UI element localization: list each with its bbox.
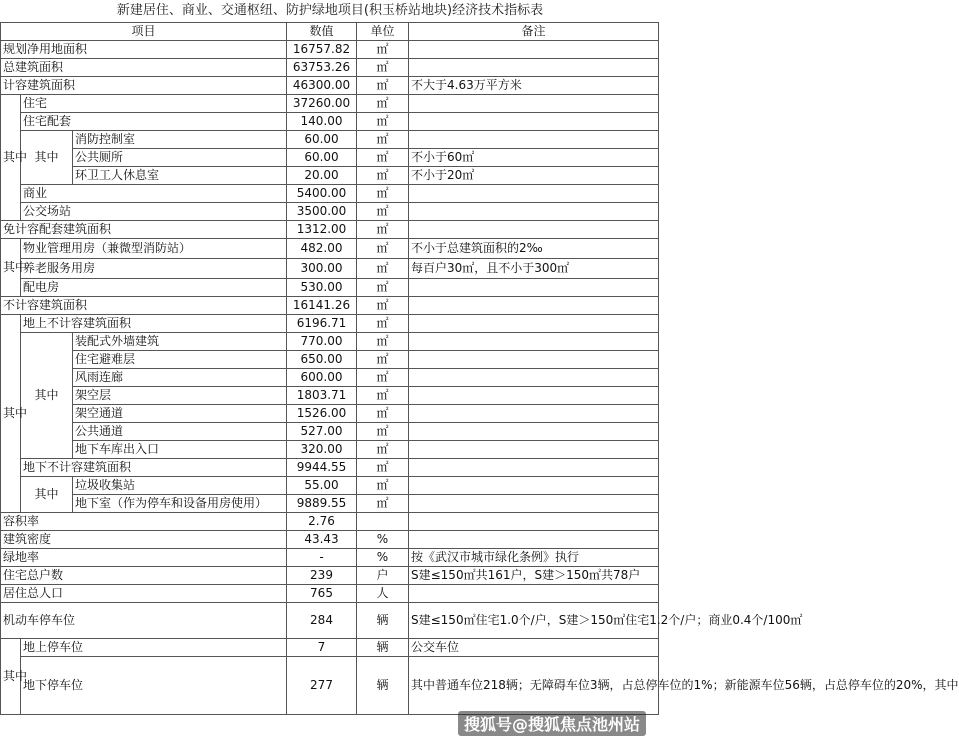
table-row	[1, 259, 659, 279]
table-row	[1, 185, 659, 203]
item-note	[409, 531, 659, 549]
item-name: 消防控制室	[73, 131, 287, 149]
item-note	[409, 351, 659, 369]
item-note	[409, 369, 659, 387]
item-name: 装配式外墙建筑	[73, 333, 287, 351]
item-note	[409, 95, 659, 113]
item-note: S建≤150㎡共161户，S建＞150㎡共78户	[409, 567, 659, 585]
item-unit: ㎡	[357, 259, 409, 279]
item-unit: %	[357, 549, 409, 567]
table-row	[1, 167, 659, 185]
watermark: 搜狐号@搜狐焦点池州站	[458, 711, 646, 736]
table-row	[1, 495, 659, 513]
item-note	[409, 221, 659, 239]
header-note: 备注	[409, 23, 659, 41]
item-note: 不小于60㎡	[409, 149, 659, 167]
item-unit: 辆	[357, 639, 409, 657]
item-value: 600.00	[287, 369, 357, 387]
item-value: 37260.00	[287, 95, 357, 113]
item-unit: ㎡	[357, 95, 409, 113]
item-value: 770.00	[287, 333, 357, 351]
item-name: 配电房	[21, 279, 287, 297]
table-row	[1, 239, 659, 259]
table-title: 新建居住、商业、交通枢纽、防护绿地项目(积玉桥站地块)经济技术指标表	[116, 3, 544, 18]
item-name: 垃圾收集站	[73, 477, 287, 495]
item-value: 1526.00	[287, 405, 357, 423]
item-value: 527.00	[287, 423, 357, 441]
item-note	[409, 513, 659, 531]
group-label: 其中	[1, 239, 21, 297]
table-row	[1, 351, 659, 369]
item-unit: ㎡	[357, 423, 409, 441]
item-value: 63753.26	[287, 59, 357, 77]
item-unit: ㎡	[357, 239, 409, 259]
item-name: 物业管理用房（兼微型消防站）	[21, 239, 287, 259]
item-name: 地下停车位	[21, 657, 287, 715]
item-value: 2.76	[287, 513, 357, 531]
item-name: 住宅避难层	[73, 351, 287, 369]
table-row	[1, 603, 659, 639]
item-note	[409, 333, 659, 351]
item-note	[409, 423, 659, 441]
item-name: 容积率	[1, 513, 287, 531]
item-unit: ㎡	[357, 369, 409, 387]
item-name: 住宅	[21, 95, 287, 113]
item-unit: 辆	[357, 603, 409, 639]
item-unit: ㎡	[357, 441, 409, 459]
table-row	[1, 77, 659, 95]
table-row	[1, 657, 659, 715]
item-name: 住宅配套	[21, 113, 287, 131]
indicator-table	[0, 22, 959, 715]
header-item: 项目	[1, 23, 287, 41]
table-row	[1, 333, 659, 351]
item-note	[409, 185, 659, 203]
item-value: 9889.55	[287, 495, 357, 513]
table-row	[1, 441, 659, 459]
table-row	[1, 279, 659, 297]
item-value: 16757.82	[287, 41, 357, 59]
table-row	[1, 477, 659, 495]
item-value: 1803.71	[287, 387, 357, 405]
item-value: 482.00	[287, 239, 357, 259]
item-unit: 户	[357, 567, 409, 585]
item-note	[409, 203, 659, 221]
item-unit: ㎡	[357, 495, 409, 513]
item-value: 5400.00	[287, 185, 357, 203]
item-note: 不小于20㎡	[409, 167, 659, 185]
item-value: 9944.55	[287, 459, 357, 477]
item-value: 43.43	[287, 531, 357, 549]
item-value: 20.00	[287, 167, 357, 185]
item-note	[409, 405, 659, 423]
table-row	[1, 585, 659, 603]
item-name: 架空层	[73, 387, 287, 405]
table-row	[1, 149, 659, 167]
group-label: 其中	[21, 333, 73, 459]
item-name: 公交场站	[21, 203, 287, 221]
item-note	[409, 477, 659, 495]
item-name: 公共厕所	[73, 149, 287, 167]
item-value: 7	[287, 639, 357, 657]
table-row	[1, 531, 659, 549]
table-row	[1, 549, 659, 567]
item-name: 地下不计容建筑面积	[21, 459, 287, 477]
item-name: 架空通道	[73, 405, 287, 423]
group-label: 其中	[21, 477, 73, 513]
item-unit: 人	[357, 585, 409, 603]
item-unit: ㎡	[357, 459, 409, 477]
item-note	[409, 585, 659, 603]
group-label: 其中	[1, 315, 21, 513]
header-value: 数值	[287, 23, 357, 41]
item-value: 765	[287, 585, 357, 603]
item-name: 机动车停车位	[1, 603, 287, 639]
item-name: 环卫工人休息室	[73, 167, 287, 185]
item-name: 免计容配套建筑面积	[1, 221, 287, 239]
item-note	[409, 59, 659, 77]
item-value: -	[287, 549, 357, 567]
item-note	[409, 315, 659, 333]
item-value: 55.00	[287, 477, 357, 495]
item-name: 计容建筑面积	[1, 77, 287, 95]
table-row	[1, 369, 659, 387]
item-note	[409, 441, 659, 459]
item-unit: ㎡	[357, 477, 409, 495]
item-name: 规划净用地面积	[1, 41, 287, 59]
item-note	[409, 495, 659, 513]
table-row	[1, 41, 659, 59]
item-note	[409, 41, 659, 59]
item-name: 商业	[21, 185, 287, 203]
group-label: 其中	[1, 639, 21, 715]
table-row	[1, 221, 659, 239]
item-unit: ㎡	[357, 221, 409, 239]
item-note	[409, 113, 659, 131]
item-name: 绿地率	[1, 549, 287, 567]
table-row	[1, 203, 659, 221]
item-unit: ㎡	[357, 405, 409, 423]
item-name: 风雨连廊	[73, 369, 287, 387]
table-row	[1, 315, 659, 333]
item-unit: ㎡	[357, 185, 409, 203]
item-name: 公共通道	[73, 423, 287, 441]
item-value: 239	[287, 567, 357, 585]
table-row	[1, 567, 659, 585]
item-unit: ㎡	[357, 279, 409, 297]
item-unit: ㎡	[357, 297, 409, 315]
item-note: 其中普通车位218辆；无障碍车位3辆，占总停车位的1%；新能源车位56辆，占总停车位的20%，其中	[409, 657, 659, 715]
item-value: 300.00	[287, 259, 357, 279]
item-value: 140.00	[287, 113, 357, 131]
item-name: 居住总人口	[1, 585, 287, 603]
item-note	[409, 459, 659, 477]
item-unit: ㎡	[357, 77, 409, 95]
item-note: 按《武汉市城市绿化条例》执行	[409, 549, 659, 567]
item-note	[409, 131, 659, 149]
item-value: 284	[287, 603, 357, 639]
item-unit: 辆	[357, 657, 409, 715]
table-row	[1, 59, 659, 77]
item-name: 总建筑面积	[1, 59, 287, 77]
table-row	[1, 459, 659, 477]
item-note: 公交车位	[409, 639, 659, 657]
item-name: 不计容建筑面积	[1, 297, 287, 315]
item-note	[409, 387, 659, 405]
item-unit: ㎡	[357, 59, 409, 77]
item-note: S建≤150㎡住宅1.0个/户，S建＞150㎡住宅1.2个/户；商业0.4个/100㎡	[409, 603, 659, 639]
item-note	[409, 279, 659, 297]
table-row	[1, 297, 659, 315]
item-unit: ㎡	[357, 315, 409, 333]
table-row	[1, 113, 659, 131]
table-row	[1, 387, 659, 405]
table-row	[1, 131, 659, 149]
item-note	[409, 297, 659, 315]
item-unit: ㎡	[357, 149, 409, 167]
item-unit: ㎡	[357, 203, 409, 221]
item-name: 地上不计容建筑面积	[21, 315, 287, 333]
table-row	[1, 95, 659, 113]
item-unit: ㎡	[357, 41, 409, 59]
item-value: 16141.26	[287, 297, 357, 315]
item-value: 60.00	[287, 131, 357, 149]
item-note: 每百户30㎡，且不小于300㎡	[409, 259, 659, 279]
item-value: 277	[287, 657, 357, 715]
item-value: 46300.00	[287, 77, 357, 95]
item-name: 地上停车位	[21, 639, 287, 657]
table-row	[1, 405, 659, 423]
item-unit	[357, 513, 409, 531]
item-name: 养老服务用房	[21, 259, 287, 279]
item-unit: ㎡	[357, 131, 409, 149]
group-label: 其中	[21, 131, 73, 185]
item-value: 320.00	[287, 441, 357, 459]
item-name: 地下室（作为停车和设备用房使用）	[73, 495, 287, 513]
table-row	[1, 513, 659, 531]
item-name: 住宅总户数	[1, 567, 287, 585]
table-row	[1, 423, 659, 441]
item-name: 地下车库出入口	[73, 441, 287, 459]
item-unit: ㎡	[357, 167, 409, 185]
item-unit: ㎡	[357, 351, 409, 369]
header-row	[1, 23, 659, 41]
item-unit: ㎡	[357, 387, 409, 405]
item-value: 530.00	[287, 279, 357, 297]
item-unit: ㎡	[357, 113, 409, 131]
item-value: 1312.00	[287, 221, 357, 239]
item-unit: %	[357, 531, 409, 549]
group-label: 其中	[1, 95, 21, 221]
table-row	[1, 639, 659, 657]
header-unit: 单位	[357, 23, 409, 41]
item-value: 3500.00	[287, 203, 357, 221]
item-value: 650.00	[287, 351, 357, 369]
item-value: 60.00	[287, 149, 357, 167]
item-note: 不小于总建筑面积的2‰	[409, 239, 659, 259]
item-unit: ㎡	[357, 333, 409, 351]
item-value: 6196.71	[287, 315, 357, 333]
item-name: 建筑密度	[1, 531, 287, 549]
item-note: 不大于4.63万平方米	[409, 77, 659, 95]
